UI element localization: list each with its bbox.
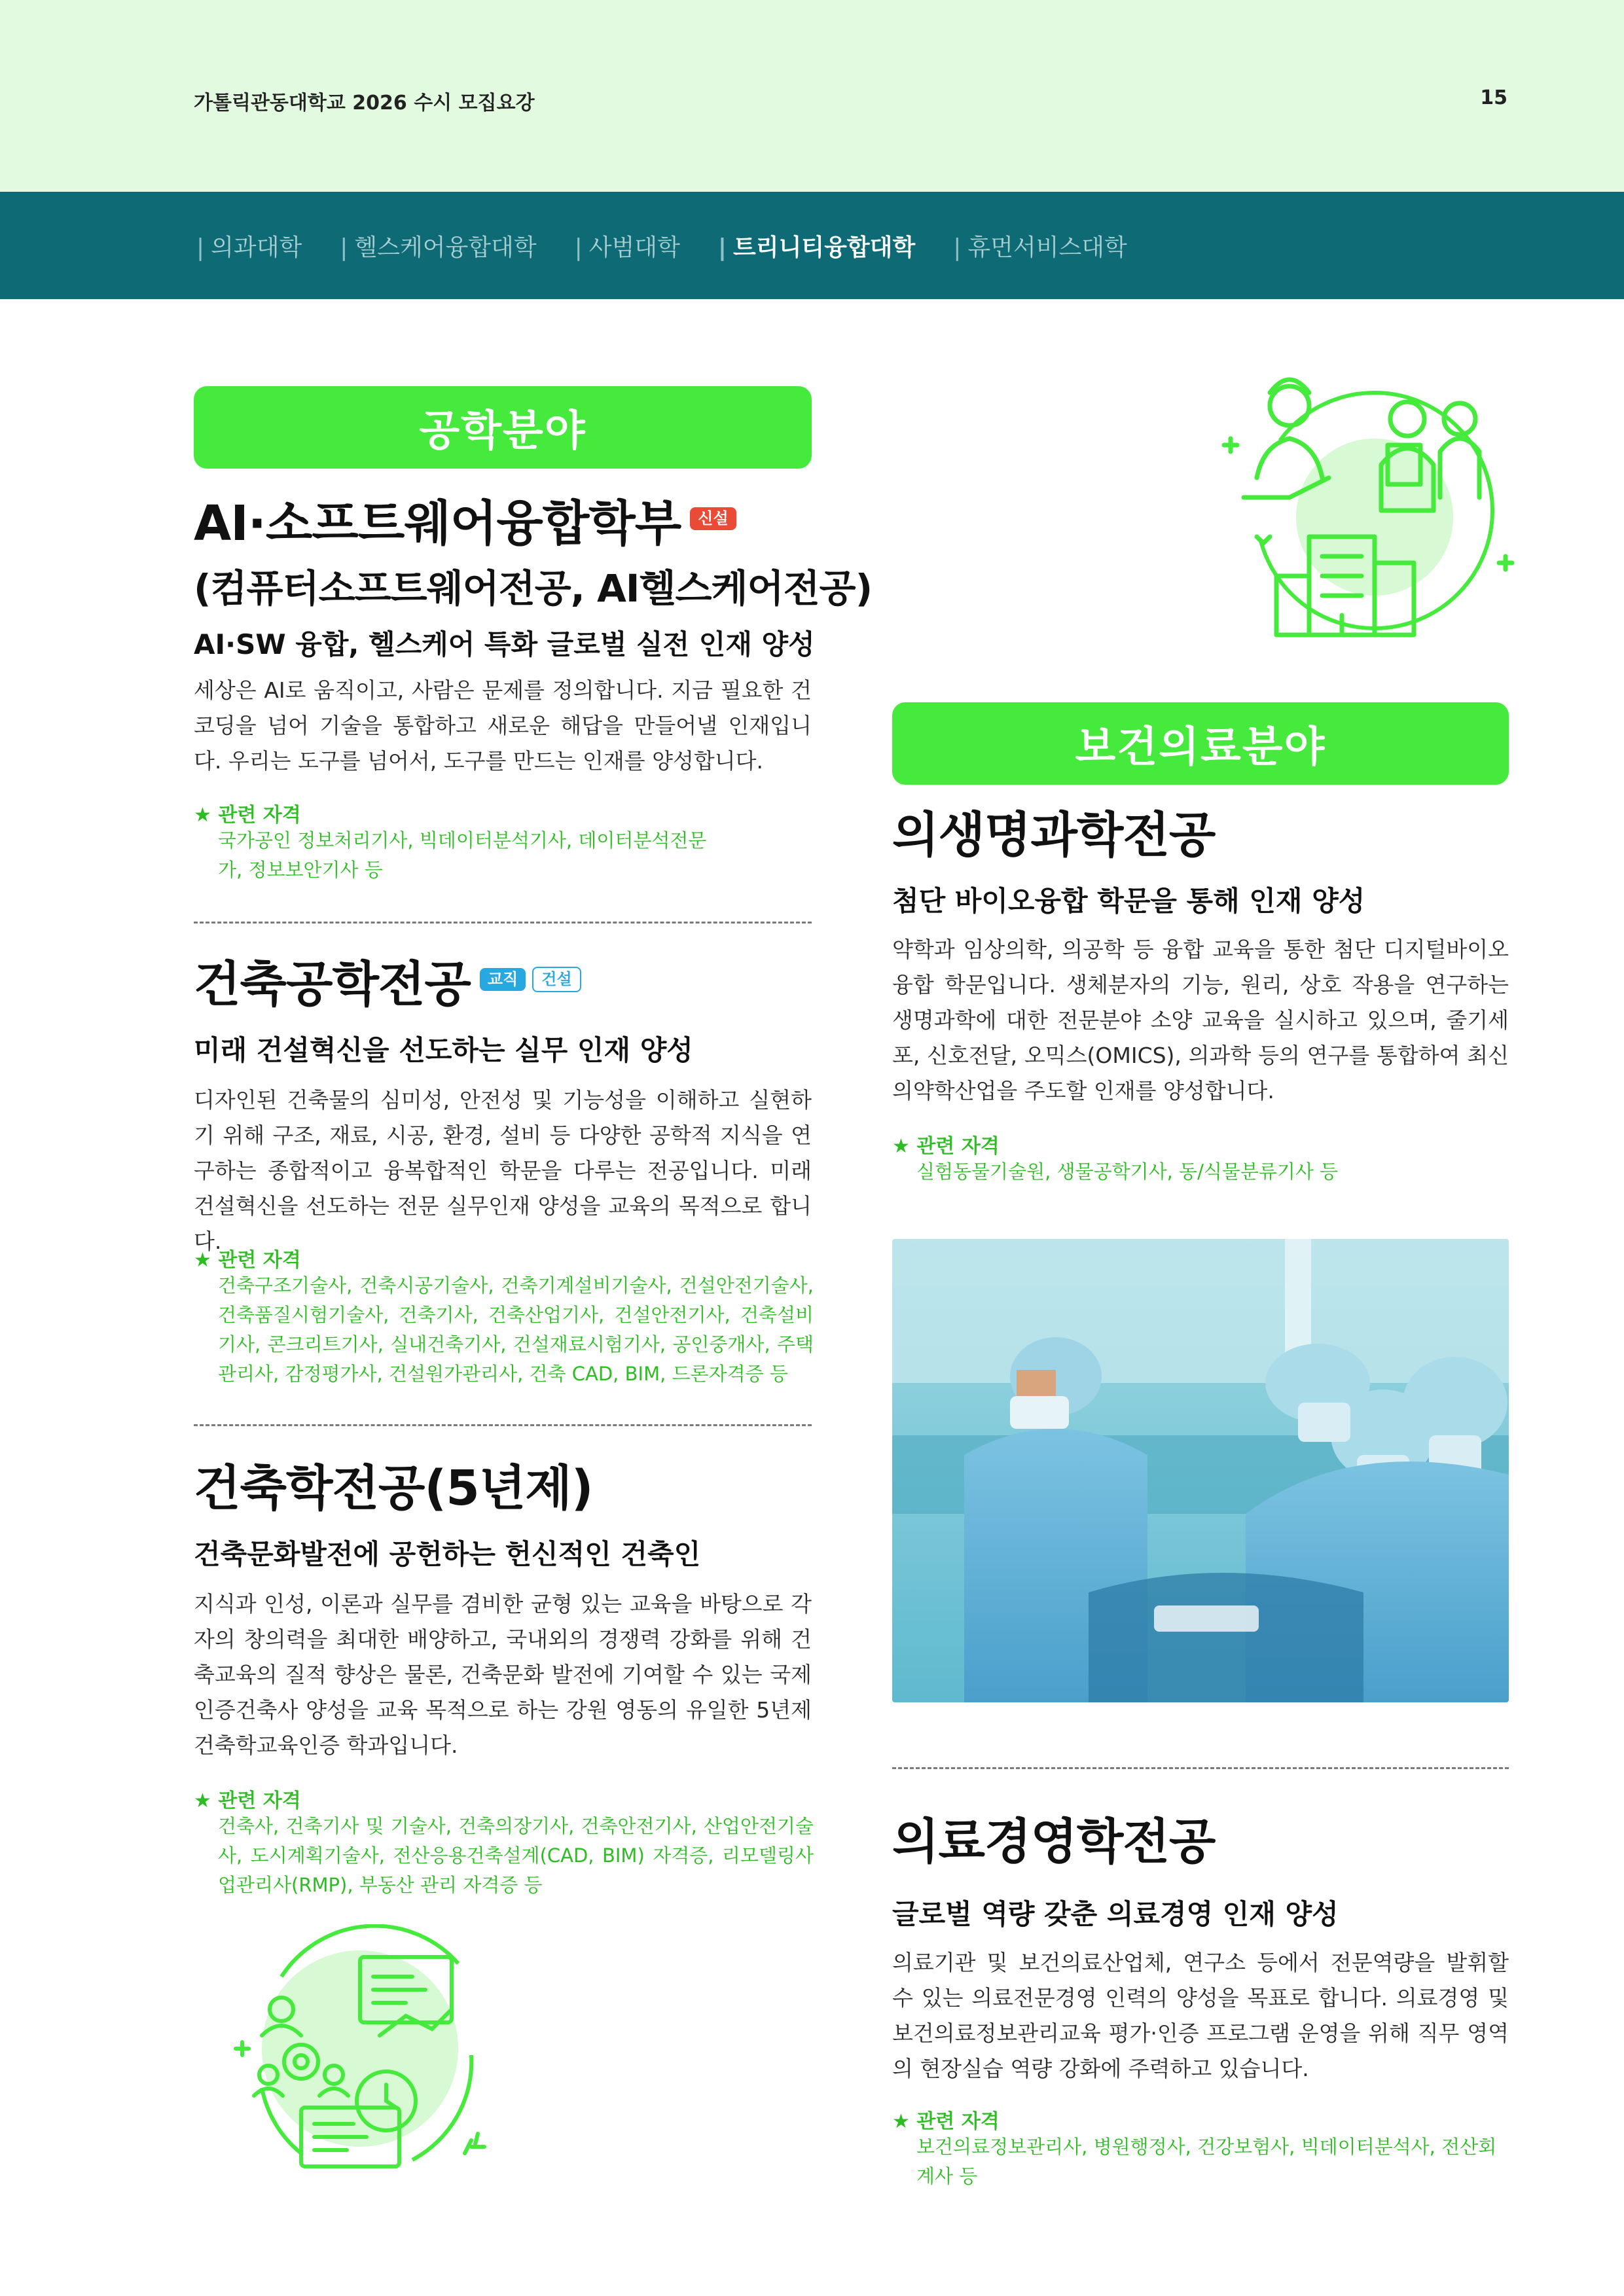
header-title: 가톨릭관동대학교 2026 수시 모집요강 [194,92,535,115]
qualification-label: ★ 관련 자격 [194,1249,301,1272]
qualification-label: ★ 관련 자격 [194,804,301,827]
nav-item-label: 헬스케어융합대학 [354,234,537,261]
nav-item-medicine[interactable] [196,229,302,262]
nav-separator: | [196,234,205,261]
tag-teaching: 교직 [480,968,526,992]
tag-new: 신설 [690,507,736,531]
nav-item-label: 의과대학 [211,234,302,261]
nav-item-human-service[interactable] [953,229,1127,262]
qualification-list: 건축사, 건축기사 및 기술사, 건축의장기사, 건축안전기사, 산업안전기술사, 도시계획기술사, 전산응용건축설계(CAD, BIM) 자격증, 리모델링사업관리사(RMP), 부동산 관리 자격증 등 [218,1815,814,1896]
section-title-healthcare-management: 의료경영학전공 [892,1814,1216,1870]
field-pill-engineering: 공학분야 [194,386,812,469]
qualification-list: 국가공인 정보처리기사, 빅데이터분석기사, 데이터분석전문가, 정보보안기사 등 [218,829,707,881]
tag-construction: 건설 [532,967,581,993]
section-divider [194,1424,812,1426]
section-subtitle: 글로벌 역량 갖춘 의료경영 인재 양성 [892,1898,1339,1930]
management-icon [196,1924,511,2186]
medical-staff-icon [1218,367,1525,655]
nav-item-education[interactable] [575,229,680,262]
section-subtitle: 건축문화발전에 공헌하는 헌신적인 건축인 [194,1538,701,1570]
page-number: 15 [1480,86,1507,109]
nav-item-label: 트리니티융합대학 [733,234,916,261]
section-divider [194,922,812,924]
college-nav [196,229,1127,262]
nav-separator: | [340,234,348,261]
section-title-architecture: 건축학전공(5년제) [194,1460,593,1516]
qualification-label: ★ 관련 자격 [892,2110,1000,2133]
section-title-biomedical-science: 의생명과학전공 [892,807,1216,863]
nav-item-healthcare[interactable] [340,229,536,262]
title-text: 건축공학전공 [194,956,471,1013]
nav-item-label: 휴먼서비스대학 [967,234,1127,261]
section-body: 세상은 AI로 움직이고, 사람은 문제를 정의합니다. 지금 필요한 건 코딩을 넘어 기술을 통합하고 새로운 해답을 만들어낼 인재입니다. 우리는 도구를 넘어서, 도구를 만드는 인재를 양성합니다. [194,677,812,774]
section-title-ai-software-majors: (컴퓨터소프트웨어전공, AI헬스케어전공) [194,566,873,611]
section-title-architectural-engineering [194,957,581,1013]
qualification-list: 보건의료정보관리사, 병원행정사, 건강보험사, 빅데이터분석사, 전산회계사 등 [916,2136,1497,2187]
qualification-label: ★ 관련 자격 [194,1789,301,1812]
nav-separator: | [574,234,583,261]
nav-item-label: 사범대학 [588,234,680,261]
qualification-label: ★ 관련 자격 [892,1135,1000,1158]
section-body: 약학과 임상의학, 의공학 등 융합 교육을 통한 첨단 디지털바이오 융합 학문입니다. 생체분자의 기능, 원리, 상호 작용을 연구하는 생명과학에 대한 전문분야 소양 교육을 실시하고 있으며, 줄기세포, 신호전달, 오믹스(OMICS), 의과학 등의 연구를 통합하여 최신 의약학산업을 주도할 인재를 양성합니다. [892,937,1509,1103]
section-subtitle: 첨단 바이오융합 학문을 통해 인재 양성 [892,885,1365,917]
section-body: 디자인된 건축물의 심미성, 안전성 및 기능성을 이해하고 실현하기 위해 구조, 재료, 시공, 환경, 설비 등 다양한 공학적 지식을 연구하는 종합적이고 융복합적인 학문을 다루는 전공입니다. 미래 건설혁신을 선도하는 전문 실무인재 양성을 교육의 목적으로 합니다. [194,1087,812,1254]
qualification-list: 건축구조기술사, 건축시공기술사, 건축기계설비기술사, 건설안전기술사, 건축품질시험기술사, 건축기사, 건축산업기사, 건설안전기사, 건축설비기사, 콘크리트기사, 실내건축기사, 건설재료시험기사, 공인중개사, 주택관리사, 감정평가사, 건설원가관리사, 건축 CAD, BIM, 드론자격증 등 [218,1274,814,1385]
section-subtitle: AI·SW 융합, 헬스케어 특화 글로벌 실전 인재 양성 [194,628,815,660]
section-body: 의료기관 및 보건의료산업체, 연구소 등에서 전문역량을 발휘할 수 있는 의료전문경영 인력의 양성을 목표로 합니다. 의료경영 및 보건의료정보관리교육 평가·인증 프로그램 운영을 위해 직무 영역의 현장실습 역량 강화에 주력하고 있습니다. [892,1950,1509,2081]
section-body: 지식과 인성, 이론과 실무를 겸비한 균형 있는 교육을 바탕으로 각자의 창의력을 최대한 배양하고, 국내외의 경쟁력 강화를 위해 건축교육의 질적 향상은 물론, 건축문화 발전에 기여할 수 있는 국제인증건축사 양성을 교육 목적으로 하는 강원 영동의 유일한 5년제 건축학교육인증 학과입니다. [194,1591,812,1758]
title-text: AI·소프트웨어융합학부 [194,495,681,552]
field-pill-health-medical: 보건의료분야 [892,702,1509,785]
surgery-photo [892,1239,1509,1702]
section-title-ai-software [194,496,736,552]
qualification-list: 실험동물기술원, 생물공학기사, 동/식물분류기사 등 [916,1160,1339,1183]
nav-separator: | [953,234,962,261]
section-subtitle: 미래 건설혁신을 선도하는 실무 인재 양성 [194,1034,693,1066]
nav-item-trinity[interactable] [718,229,915,262]
section-divider [892,1767,1509,1769]
nav-separator: | [717,234,727,261]
